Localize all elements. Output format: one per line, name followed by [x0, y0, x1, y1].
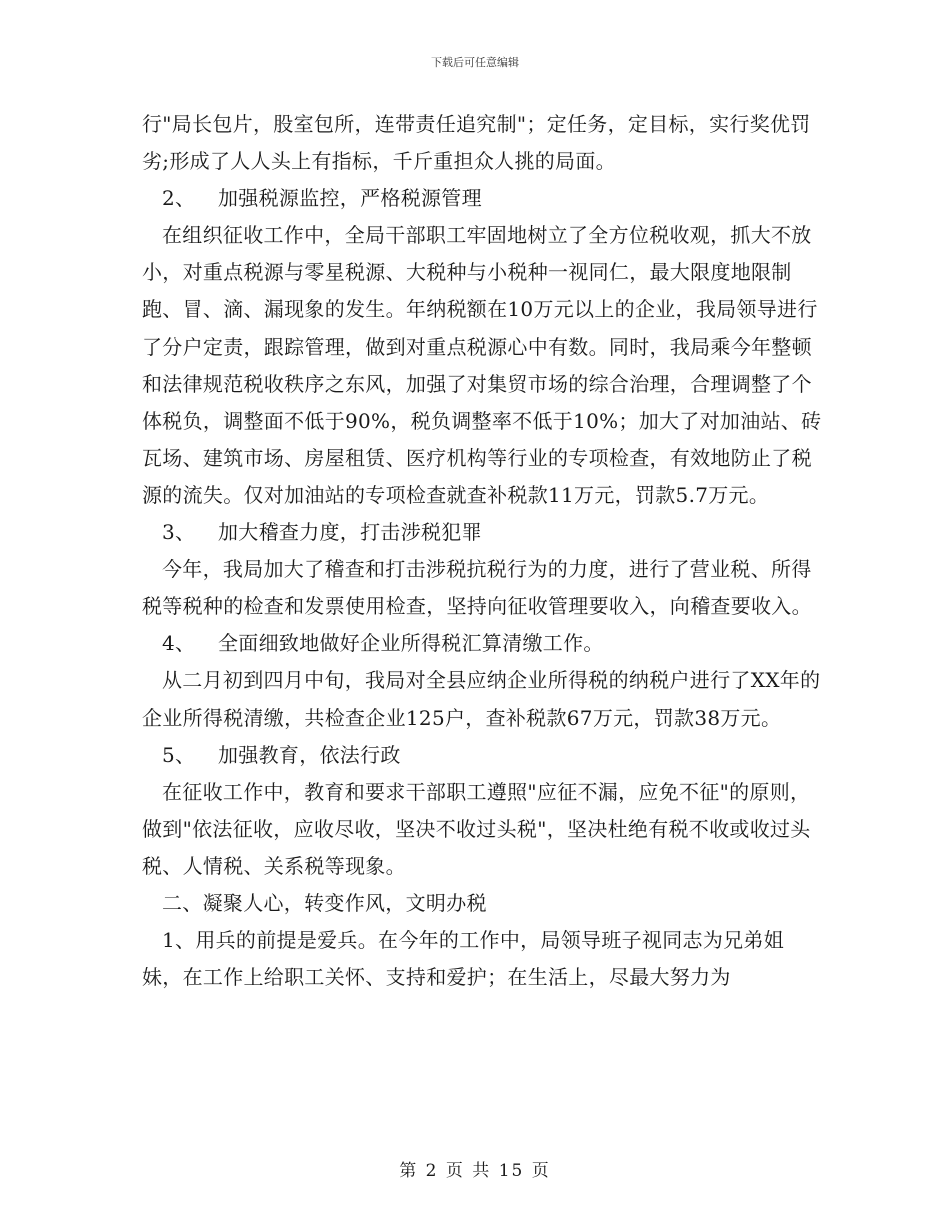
heading-text: 加强教育，依法行政 [218, 742, 401, 767]
heading-text: 加强税源监控，严格税源管理 [218, 186, 482, 211]
heading-text: 加大稽查力度，打击涉税犯罪 [218, 520, 482, 545]
heading-number: 5、 [162, 742, 196, 767]
section-title: 二、凝聚人心，转变作风，文明办税 [162, 890, 487, 915]
section-heading [142, 514, 822, 551]
paragraph: 从二月初到四月中旬，我局对全县应纳企业所得税的纳税户进行了XX年的企业所得税清缴，共检查企业125户，查补税款67万元，罚款38万元。 [142, 668, 821, 730]
heading-text: 全面细致地做好企业所得税汇算清缴工作。 [218, 631, 604, 656]
heading-number: 4、 [162, 631, 196, 656]
paragraph: 在征收工作中，教育和要求干部职工遵照"应征不漏，应免不征"的原则，做到"依法征收，应收尽收，坚决不收过头税"，坚决杜绝有税不收或收过头税、人情税、关系税等现象。 [142, 779, 811, 878]
section-heading [142, 737, 822, 774]
section-heading [142, 625, 822, 662]
header-note: 下载后可任意编辑 [431, 56, 519, 69]
paragraph: 在组织征收工作中，全局干部职工牢固地树立了全方位税收观，抓大不放小，对重点税源与零星税源、大税种与小税种一视同仁，最大限度地限制跑、冒、滴、漏现象的发生。年纳税额在10万元以上的企业，我局领导进行了分户定责，跟踪管理，做到对重点税源心中有数。同时，我局乘今年整顿和法律规范税收秩序之东风，加强了对集贸市场的综合治理，合理调整了个体税负，调整面不低于90%，税负调整率不低于10%；加大了对加油站、砖瓦场、建筑市场、房屋租赁、医疗机构等行业的专项检查，有效地防止了税源的流失。仅对加油站的专项检查就查补税款11万元，罚款5.7万元。 [142, 223, 822, 507]
heading-number: 3、 [162, 520, 196, 545]
document-body [142, 106, 822, 996]
heading-number: 2、 [162, 186, 196, 211]
paragraph: 1、用兵的前提是爱兵。在今年的工作中，局领导班子视同志为兄弟姐妹，在工作上给职工关怀、支持和爱护；在生活上，尽最大努力为 [142, 928, 785, 990]
section-heading [142, 180, 822, 217]
page-number: 第 2 页 共 15 页 [399, 1161, 551, 1181]
paragraph: 今年，我局加大了稽查和打击涉税抗税行为的力度，进行了营业税、所得税等税种的检查和发票使用检查，坚持向征收管理要收入，向稽查要收入。 [142, 557, 812, 619]
paragraph: 行"局长包片，股室包所，连带责任追究制"；定任务，定目标，实行奖优罚劣;形成了人人头上有指标，千斤重担众人挑的局面。 [142, 112, 811, 174]
